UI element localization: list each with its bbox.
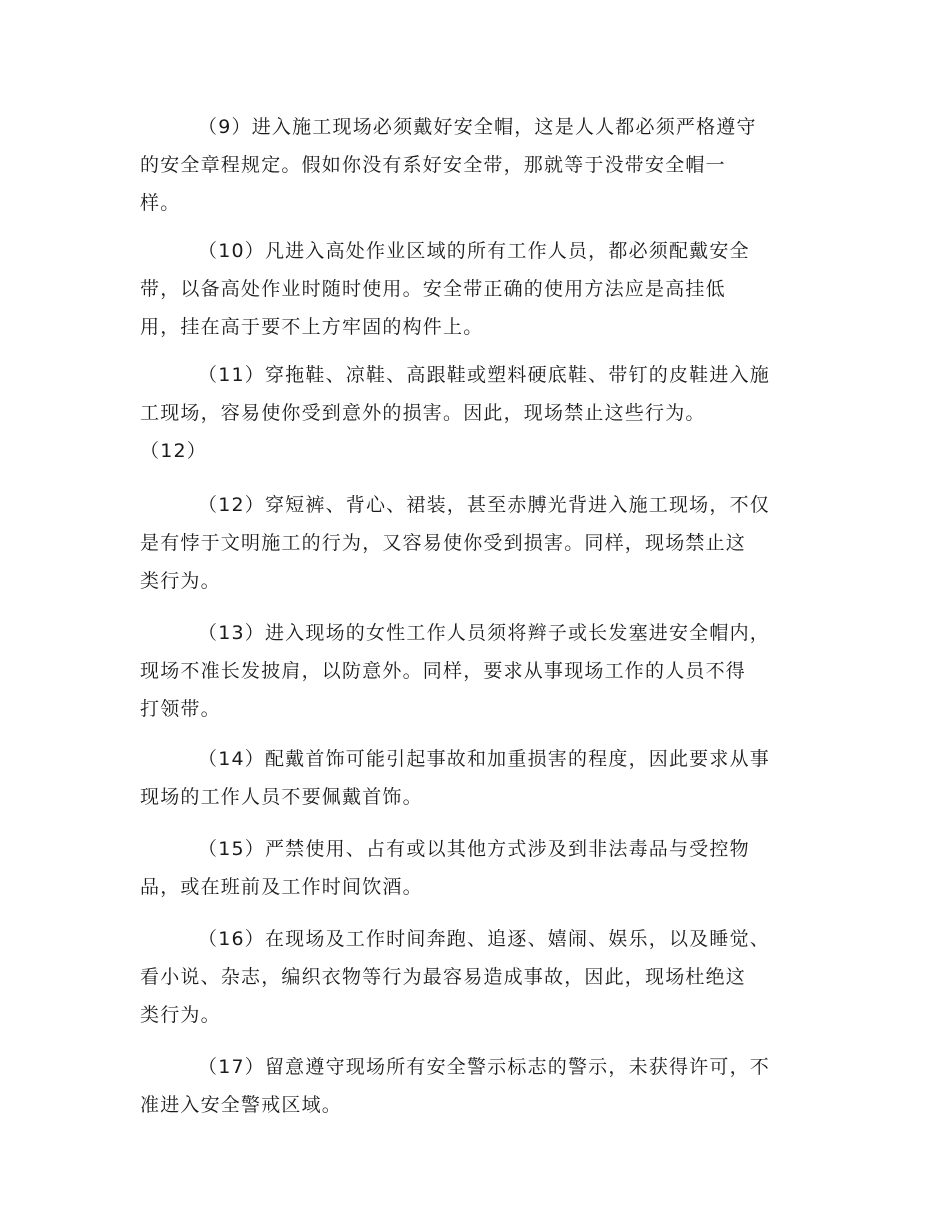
paragraph-line: 样。	[140, 192, 181, 214]
paragraph-line: 类行为。	[140, 1004, 221, 1026]
paragraph-line: 类行为。	[140, 570, 221, 592]
paragraph-line: （9）进入施工现场必须戴好安全帽，这是人人都必须严格遵守	[198, 116, 757, 138]
paragraph-line: 的安全章程规定。假如你没有系好安全带，那就等于没带安全帽一	[140, 154, 726, 176]
paragraph-16	[140, 920, 810, 1034]
paragraph-line: 带，以备高处作业时随时使用。安全带正确的使用方法应是高挂低	[140, 278, 726, 300]
paragraph-line: 准进入安全警戒区域。	[140, 1094, 343, 1116]
paragraph-12	[140, 486, 810, 600]
paragraph-line: （12）穿短裤、背心、裙装，甚至赤膊光背进入施工现场，不仅	[198, 494, 770, 516]
paragraph-11	[140, 356, 810, 470]
paragraph-line: （13）进入现场的女性工作人员须将辫子或长发塞进安全帽内，	[198, 622, 770, 644]
paragraph-line: 打领带。	[140, 698, 221, 720]
paragraph-17	[140, 1048, 810, 1124]
paragraph-line: 工现场，容易使你受到意外的损害。因此，现场禁止这些行为。	[140, 402, 706, 424]
paragraph-line: 品，或在班前及工作时间饮酒。	[140, 876, 423, 898]
paragraph-line: （15）严禁使用、占有或以其他方式涉及到非法毒品与受控物	[198, 838, 750, 860]
paragraph-line: 用，挂在高于要不上方牢固的构件上。	[140, 316, 484, 338]
paragraph-13	[140, 614, 810, 728]
paragraph-line: 看小说、杂志，编织衣物等行为最容易造成事故，因此，现场杜绝这	[140, 966, 747, 988]
paragraph-line: 现场不准长发披肩，以防意外。同样，要求从事现场工作的人员不得	[140, 660, 747, 682]
paragraph-line: （14）配戴首饰可能引起事故和加重损害的程度，因此要求从事	[198, 748, 770, 770]
paragraph-9	[140, 108, 810, 222]
paragraph-14	[140, 740, 810, 816]
paragraph-line: （17）留意遵守现场所有安全警示标志的警示，未获得许可，不	[198, 1056, 770, 1078]
paragraph-line: （10）凡进入高处作业区域的所有工作人员，都必须配戴安全	[198, 240, 750, 262]
paragraph-line: （11）穿拖鞋、凉鞋、高跟鞋或塑料硬底鞋、带钉的皮鞋进入施	[198, 364, 770, 386]
paragraph-line: （12）	[140, 440, 207, 462]
paragraph-15	[140, 830, 810, 906]
paragraph-line: 是有悖于文明施工的行为，又容易使你受到损害。同样，现场禁止这	[140, 532, 747, 554]
paragraph-line: 现场的工作人员不要佩戴首饰。	[140, 786, 423, 808]
paragraph-10	[140, 232, 810, 346]
paragraph-line: （16）在现场及工作时间奔跑、追逐、嬉闹、娱乐，以及睡觉、	[198, 928, 770, 950]
